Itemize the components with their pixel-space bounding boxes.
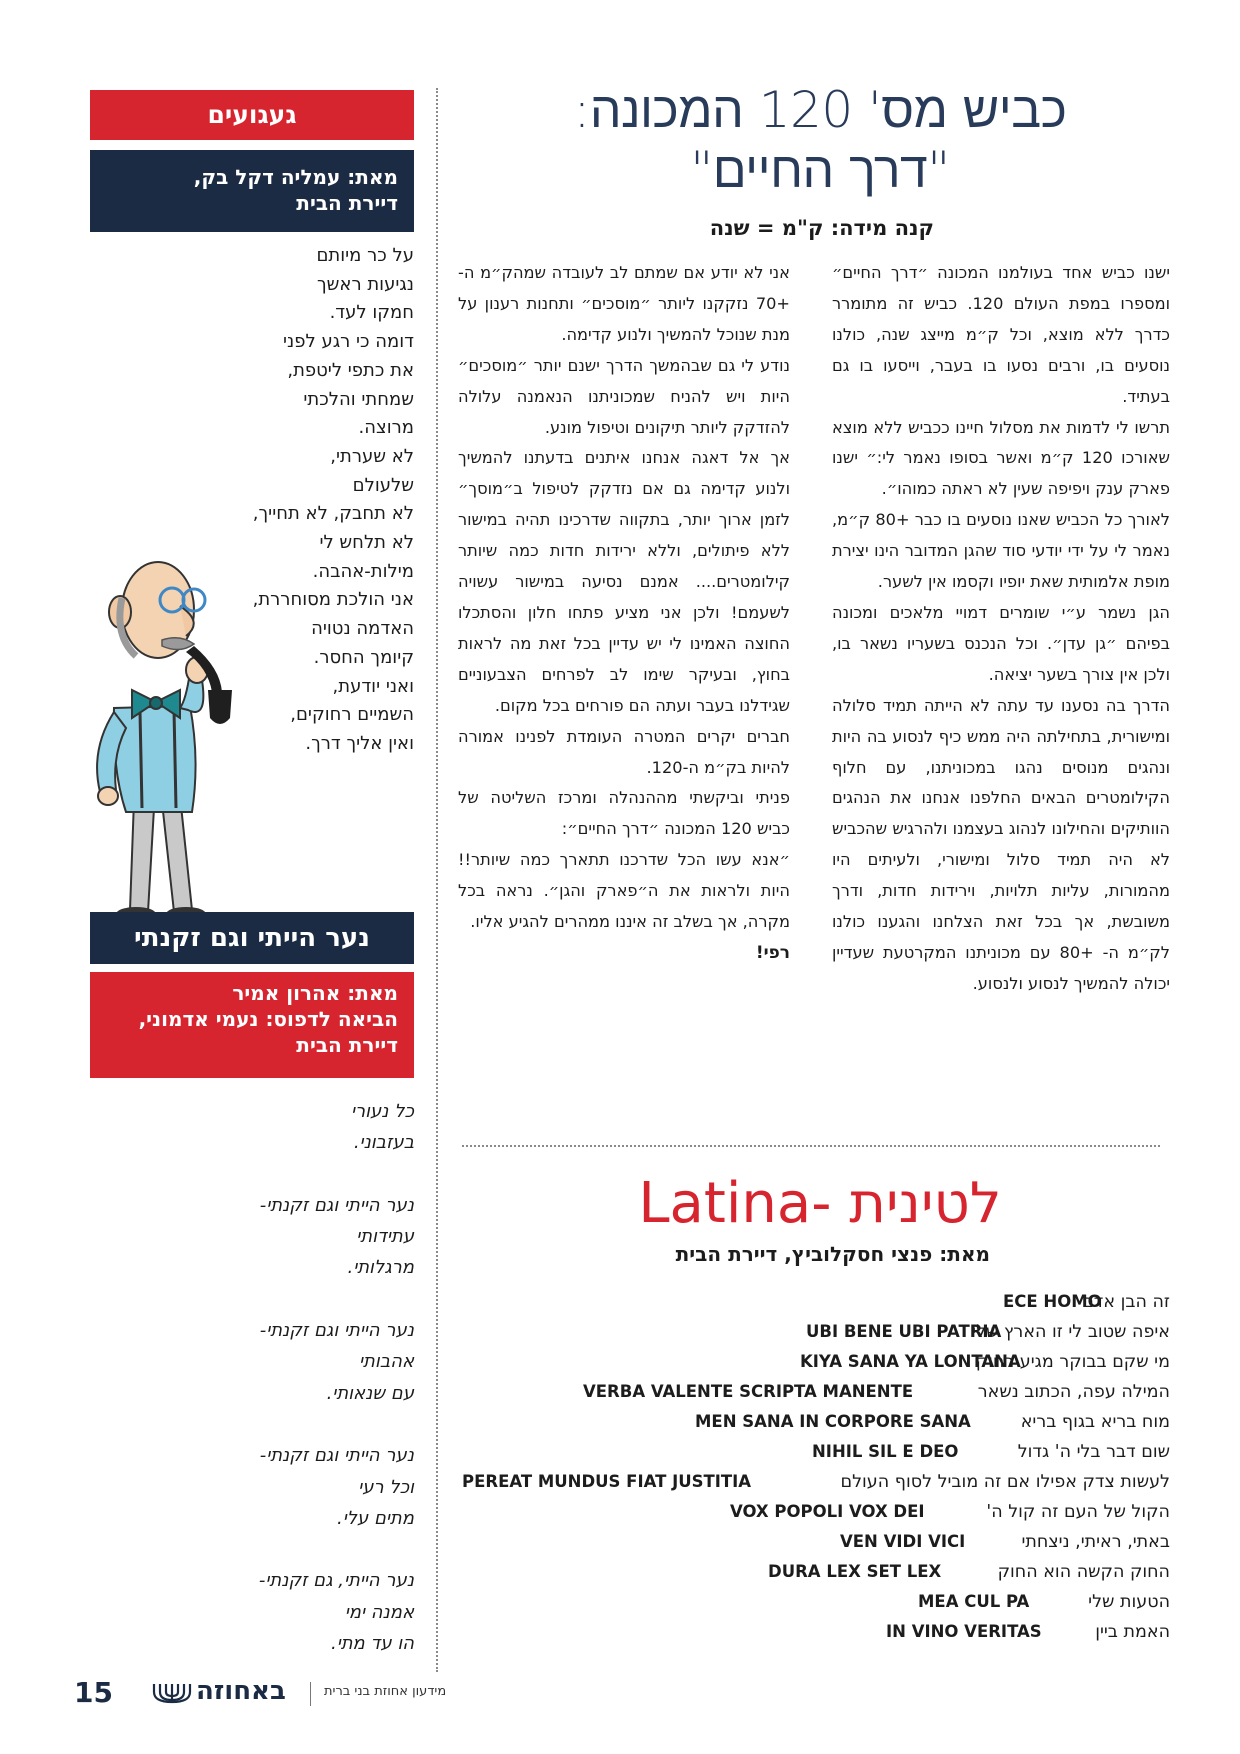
phrase-latin: PEREAT MUNDUS FIAT JUSTITIA	[462, 1472, 752, 1491]
poem2-text	[90, 1096, 414, 1659]
phrase-hebrew: לעשות צדק אפילו אם זה מוביל לסוף העולם	[840, 1472, 1170, 1492]
phrase-row	[470, 1380, 1170, 1404]
poem-line: את כתפי ליטפת,	[287, 359, 414, 381]
article-column-left	[458, 258, 790, 969]
phrase-latin: DURA LEX SET LEX	[768, 1562, 942, 1581]
poem2-author-box	[90, 972, 414, 1078]
poem-line: מתים עלי.	[337, 1507, 414, 1529]
poem-line: נער הייתי וגם זקנתי-	[259, 1445, 414, 1467]
poem2-title-band	[90, 912, 414, 964]
poem-line: נער הייתי וגם זקנתי-	[259, 1194, 414, 1216]
phrase-row	[470, 1560, 1170, 1584]
old-man-illustration	[62, 540, 232, 930]
phrase-hebrew: הטעות שלי	[1088, 1592, 1170, 1612]
poem1-title-band	[90, 90, 414, 140]
paragraph: אני לא יודע אם שמתם לב לעובדה שמהק״מ ה- +70 נזקקנו ליותר ״מוסכים״ ותחנות רענון על מנת שנוכל להמשיך ולנוע קדימה.	[458, 263, 790, 344]
poem-line: אמנה ימי	[344, 1601, 414, 1623]
poem2-author: מאת: אהרון אמיר	[232, 981, 398, 1005]
poem1-title: געגועים	[207, 100, 297, 129]
phrase-row	[462, 1470, 1170, 1494]
column-divider	[436, 88, 438, 1672]
phrase-hebrew: החוק הקשה הוא החוק	[997, 1562, 1170, 1582]
poem2-title: נער הייתי וגם זקנתי	[134, 923, 370, 953]
menorah-icon	[152, 1682, 192, 1704]
phrase-latin: MEA CUL PA	[918, 1592, 1030, 1611]
article-column-right	[832, 258, 1170, 1000]
paragraph: ״אנא עשו הכל שדרכנו תתארך כמה שיותר!! היות ולראות את ה״פארק והגן״. נראה בכל מקרה, אך בשלב זה איננו ממהרים להגיע אליו.	[458, 850, 790, 932]
poem1-author-box	[90, 150, 414, 232]
poem2-editor: הביאה לדפוס: נעמי אדמוני,	[138, 1007, 398, 1031]
phrase-row	[470, 1590, 1170, 1614]
section-divider	[462, 1145, 1160, 1147]
phrase-hebrew: באתי, ראיתי, ניצחתי	[1021, 1532, 1170, 1552]
paragraph: הדרך בה נסענו עד עתה לא הייתה תמיד סלולה ומישורית, בתחילתה היה ממש כיף לנסוע בה היות ונהגים מנוסים נהגו במכוניתנו, עם חלוף הקילומטרים הבאים החלפנו אנחנו את הנהגים הוותיקים והחילונו לנהוג בעצמנו ולהרגיש שהכביש לא היה תמיד סלול ומישורי, ולעיתים היו מהמורות, עליות תלויות, וירידות חדות, ודרך משובשת, אך בכל זאת הצלחנו והגענו כולנו לק״מ ה- +80 עם מכוניתנו המקרטעת שעדיין יכולה להמשיך לנסוע ולנסוע.	[832, 695, 1170, 993]
phrase-row	[470, 1500, 1170, 1524]
poem-line: עתידותי	[356, 1226, 414, 1248]
poem-line: לא שערתי,	[330, 445, 414, 467]
poem1-author: מאת: עמליה דקל בק,	[193, 165, 398, 189]
phrase-hebrew: מוח בריא בגוף בריא	[1020, 1412, 1170, 1432]
phrase-latin: NIHIL SIL E DEO	[812, 1442, 959, 1461]
poem-line: אהבותי	[359, 1351, 414, 1373]
poem-line: על כר מיותם	[316, 245, 414, 266]
phrase-row	[470, 1620, 1170, 1644]
poem-line: מרגלותי.	[347, 1257, 414, 1279]
poem-line: השמיים רחוקים,	[290, 704, 414, 726]
phrase-latin: UBI BENE UBI PATRIA	[806, 1322, 1002, 1341]
page-number: 15	[74, 1676, 113, 1709]
poem-line: אני הולכת מסוחררת,	[252, 589, 414, 611]
article-title	[470, 80, 1170, 200]
paragraph: נודע לי גם שבהמשך הדרך ישנם יותר ״מוסכים״ היות ויש להניח שמכוניתנו הנאמנה עלולה להזדקק ליותר תיקונים וטיפול מונע.	[458, 355, 790, 437]
article-title-line2: "דרך החיים"	[690, 141, 950, 199]
poem-line: לא תלחש לי	[319, 532, 414, 554]
latina-author: מאת: פנצי חסקלוביץ, דיירת הבית	[675, 1242, 990, 1266]
poem-line: לא תחבק, לא תחייך,	[252, 503, 414, 525]
poem-line: בעזבוני.	[353, 1132, 414, 1154]
paragraph: הגן נשמר ע״י שומרים דמויי מלאכים ומכונה בפיהם ״גן עדן״. וכל הנכנס בשעריו נשאר בו, ולכן אין צורך בשער יציאה.	[832, 602, 1170, 684]
paragraph: תרשו לי לדמות את מסלול חיינו ככביש ללא מוצא שאורכו 120 ק״מ ואשר בסופו נאמר לי:״ ישנו פארק ענק ויפיפה שעין לא ראתה כמוהו״.	[832, 417, 1170, 499]
phrase-row	[470, 1440, 1170, 1464]
poem-line: נגיעות ראשך	[317, 273, 414, 295]
phrase-latin: ECE HOMO	[1003, 1292, 1102, 1311]
phrase-row	[470, 1290, 1170, 1314]
poem-line: מרוצה.	[358, 417, 414, 439]
article-subtitle: קנה מידה: ק"מ = שנה	[709, 216, 934, 240]
paragraph: פניתי וביקשתי מההנהלה ומרכז השליטה של כביש 120 המכונה ״דרך החיים״:	[458, 788, 790, 839]
paragraph: אך אל דאגה אנחנו איתנים בדעתנו להמשיך ולנוע קדימה גם אם נזדקק לטיפול ב״מוסך״ לזמן ארוך יותר, בתקווה שדרכינו תהיה במישור ללא פיתולים, וללא ירידות חדות כמה שיותר קילומטרים.... אמנם נסיעה במישור עשויה לשעמם! ולכן אני מציע פתחו חלון והסתכלו החוצה האמינו לי יש עדיין בכל זאת מה לראות בחוץ, ובעיקר שימו לב לפרחים הצבעוניים שגידלנו בעבר ועתה הם פורחים בכל מקום.	[458, 448, 790, 715]
latina-title: Latina- לטינית	[638, 1171, 1002, 1236]
phrase-hebrew: האמת ביין	[1095, 1622, 1170, 1642]
phrase-latin: VOX POPOLI VOX DEI	[730, 1502, 925, 1521]
article-signature: רפי!	[755, 942, 790, 963]
phrase-latin: MEN SANA IN CORPORE SANA	[695, 1412, 971, 1431]
paragraph: לאורך כל הכביש שאנו נוסעים בו כבר +80 ק״מ, נאמר לי על ידי יודעי סוד שהגן המדובר הינו יצירת מופת אלמותית שאת יופיו וקסמו אין לשער.	[832, 510, 1170, 592]
phrase-hebrew: זה הבן אדם	[1082, 1292, 1170, 1312]
poem-line: האדמה נטויה	[311, 618, 414, 640]
poem-line: נער הייתי וגם זקנתי-	[259, 1320, 414, 1342]
phrase-hebrew: מי שקם בבוקר מגיע רחוק	[975, 1352, 1170, 1372]
poem-line: דומה כי רגע לפני	[283, 331, 414, 353]
phrase-hebrew: שום דבר בלי ה' גדול	[1017, 1442, 1170, 1462]
phrase-latin: IN VINO VERITAS	[886, 1622, 1042, 1641]
publication-name: מידעון אחוזת בני ברית	[324, 1684, 447, 1699]
paragraph: ישנו כביש אחד בעולמנו המכונה ״דרך החיים״ ומספרו במפת העולם 120. כביש זה מתומרר כדרך ללא מוצא, וכל ק״מ מייצג שנה, כולנו נוסעים בו, ורבים נסעו בו בעבר, וייסעו בו גם בעתיד.	[832, 263, 1170, 406]
poem-line: כל נעורי	[350, 1101, 414, 1122]
poem-line: מילות-אהבה.	[312, 560, 414, 582]
poem-line: וכל רעי	[358, 1476, 414, 1498]
poem1-author-residence: דיירת הבית	[296, 191, 398, 215]
phrase-row	[470, 1350, 1170, 1374]
poem2-editor-residence: דיירת הבית	[296, 1033, 398, 1057]
phrase-row	[470, 1530, 1170, 1554]
paragraph: חברים יקרים המטרה העומדת לפנינו אמורה להיות בק״מ ה-120.	[458, 726, 790, 777]
footer-separator	[310, 1682, 311, 1706]
phrase-hebrew: איפה שטוב לי זו הארץ שלי	[972, 1322, 1170, 1342]
poem-line: ואין אליך דרך.	[305, 732, 414, 754]
phrase-hebrew: המילה עפה, הכתוב נשאר	[977, 1382, 1170, 1402]
article-title-line1: כביש מס' 120 המכונה:	[573, 81, 1067, 139]
poem-line: עם שנאותי.	[326, 1382, 414, 1404]
poem-line: ואני יודעת,	[332, 675, 414, 697]
poem-line: נער הייתי, גם זקנתי-	[258, 1570, 414, 1592]
phrase-row	[470, 1410, 1170, 1434]
poem-line: הו עד מתי.	[330, 1633, 414, 1655]
poem-line: שלעולם	[352, 474, 414, 496]
phrase-row	[470, 1320, 1170, 1344]
poem-line: חמקו לעד.	[329, 302, 414, 324]
phrase-latin: KIYA SANA YA LONTANA	[800, 1352, 1021, 1371]
phrase-latin: VERBA VALENTE SCRIPTA MANENTE	[583, 1382, 914, 1401]
poem-line: שמחתי והלכתי	[303, 388, 414, 410]
publication-logo: באחוזה	[196, 1676, 286, 1706]
phrase-latin: VEN VIDI VICI	[840, 1532, 966, 1551]
phrase-hebrew: הקול של העם זה קול ה'	[986, 1502, 1170, 1522]
poem-line: קיומך החסר.	[313, 646, 414, 668]
